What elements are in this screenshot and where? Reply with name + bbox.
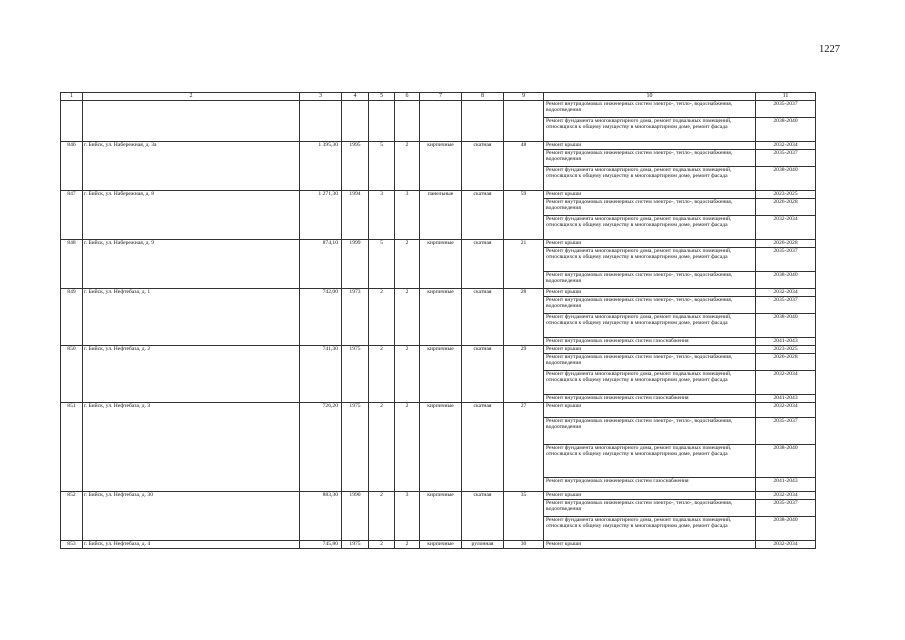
- repair-period: 2041-2043: [756, 338, 816, 346]
- repair-period: 2038-2040: [756, 445, 816, 478]
- repair-period: 2038-2040: [756, 167, 816, 191]
- building-address: г. Бийск, ул. Нефтебаза, д. 1: [83, 289, 300, 346]
- column-header: 11: [756, 93, 816, 101]
- building-entrances: 2: [395, 289, 420, 346]
- repair-period: 2032-2034: [756, 371, 816, 395]
- building-entrances: 3: [395, 191, 420, 240]
- repair-work: Ремонт крыши: [544, 492, 756, 500]
- repair-period: 2035-2037: [756, 418, 816, 445]
- table-row: [61, 346, 816, 354]
- building-address: г. Бийск, ул. Нефтебаза, д. 2: [83, 346, 300, 403]
- repair-work: Ремонт фундамента многоквартирного дома, ремонт подвальных помещений, относящихся к общему имуществу в многоквартирном доме, ремонт фасада: [544, 517, 756, 541]
- building-entrances: 2: [395, 541, 420, 549]
- wall-material: кирпичные: [420, 541, 462, 549]
- repair-period: 2032-2034: [756, 492, 816, 500]
- building-address: г. Бийск, ул. Нефтебаза, д. 4: [83, 541, 300, 549]
- repair-work: Ремонт внутридомовых инженерных систем электро-, тепло-, водоснабжения, водоотведения: [544, 101, 756, 118]
- repair-work: Ремонт внутридомовых инженерных систем газоснабжения: [544, 395, 756, 403]
- repair-period: 2032-2034: [756, 216, 816, 240]
- repair-work: Ремонт фундамента многоквартирного дома, ремонт подвальных помещений, относящихся к общему имуществу в многоквартирном доме, ремонт фасада: [544, 248, 756, 272]
- apartment-count: 27: [504, 403, 544, 492]
- building-number: 849: [61, 289, 83, 346]
- repair-period: 2041-2043: [756, 478, 816, 492]
- repair-work: Ремонт фундамента многоквартирного дома, ремонт подвальных помещений, относящихся к общему имуществу в многоквартирном доме, ремонт фасада: [544, 371, 756, 395]
- apartment-count: 48: [504, 142, 544, 191]
- repair-period: 2035-2037: [756, 297, 816, 314]
- repair-period: 2041-2043: [756, 395, 816, 403]
- repair-period: 2038-2040: [756, 517, 816, 541]
- building-floors: [369, 101, 395, 142]
- column-header: 7: [420, 93, 462, 101]
- repair-work: Ремонт внутридомовых инженерных систем электро-, тепло-, водоснабжения, водоотведения: [544, 500, 756, 517]
- building-year: [342, 101, 369, 142]
- building-area: 874,10: [300, 240, 342, 289]
- table-row: [61, 101, 816, 118]
- wall-material: кирпичные: [420, 492, 462, 541]
- apartment-count: 29: [504, 346, 544, 403]
- building-address: г. Бийск, ул. Нефтебаза, д. 3: [83, 403, 300, 492]
- building-entrances: 3: [395, 492, 420, 541]
- repair-period: 2035-2037: [756, 101, 816, 118]
- column-number-row: [61, 93, 816, 101]
- building-entrances: 2: [395, 346, 420, 403]
- page-number: 1227: [819, 44, 840, 55]
- roof-type: скатная: [462, 346, 504, 403]
- building-area: 726,20: [300, 403, 342, 492]
- building-number: 853: [61, 541, 83, 549]
- building-address: г. Бийск, ул. Набережная, д. 3а: [83, 142, 300, 191]
- building-floors: 2: [369, 403, 395, 492]
- building-area: 1 395,30: [300, 142, 342, 191]
- wall-material: кирпичные: [420, 403, 462, 492]
- repair-period: 2035-2037: [756, 500, 816, 517]
- building-address: г. Бийск, ул. Набережная, д. 9: [83, 240, 300, 289]
- repair-period: 2026-2028: [756, 354, 816, 371]
- building-number: 851: [61, 403, 83, 492]
- wall-material: кирпичные: [420, 346, 462, 403]
- wall-material: [420, 101, 462, 142]
- repair-period: 2032-2034: [756, 142, 816, 150]
- building-number: 852: [61, 492, 83, 541]
- building-number: 848: [61, 240, 83, 289]
- repair-work: Ремонт фундамента многоквартирного дома, ремонт подвальных помещений, относящихся к общему имуществу в многоквартирном доме, ремонт фасада: [544, 216, 756, 240]
- column-header: 4: [342, 93, 369, 101]
- repair-period: 2038-2040: [756, 272, 816, 289]
- building-address: [83, 101, 300, 142]
- repair-work: Ремонт фундамента многоквартирного дома, ремонт подвальных помещений, относящихся к общему имуществу в многоквартирном доме, ремонт фасада: [544, 167, 756, 191]
- repair-period: 2035-2037: [756, 248, 816, 272]
- building-address: г. Бийск, ул. Набережная, д. 8: [83, 191, 300, 240]
- repair-work: Ремонт крыши: [544, 240, 756, 248]
- column-header: 6: [395, 93, 420, 101]
- building-area: 883,30: [300, 492, 342, 541]
- building-number: 847: [61, 191, 83, 240]
- repair-period: 2032-2034: [756, 289, 816, 297]
- repair-period: 2023-2025: [756, 191, 816, 199]
- building-area: 745,80: [300, 541, 342, 549]
- building-year: 1994: [342, 191, 369, 240]
- repair-period: 2026-2028: [756, 199, 816, 216]
- building-area: [300, 101, 342, 142]
- repair-work: Ремонт внутридомовых инженерных систем электро-, тепло-, водоснабжения, водоотведения: [544, 150, 756, 167]
- repair-work: Ремонт крыши: [544, 541, 756, 549]
- repair-work: Ремонт крыши: [544, 142, 756, 150]
- repair-work: Ремонт фундамента многоквартирного дома, ремонт подвальных помещений, относящихся к общему имуществу в многоквартирном доме, ремонт фасада: [544, 445, 756, 478]
- roof-type: скатная: [462, 289, 504, 346]
- repair-work: Ремонт крыши: [544, 191, 756, 199]
- building-address: г. Бийск, ул. Нефтебаза, д. 30: [83, 492, 300, 541]
- building-number: 846: [61, 142, 83, 191]
- roof-type: скатная: [462, 403, 504, 492]
- repair-work: Ремонт внутридомовых инженерных систем электро-, тепло-, водоснабжения, водоотведения: [544, 199, 756, 216]
- table-row: [61, 240, 816, 248]
- column-header: 3: [300, 93, 342, 101]
- building-floors: 3: [369, 191, 395, 240]
- repair-period: 2032-2034: [756, 403, 816, 418]
- roof-type: скатная: [462, 492, 504, 541]
- building-entrances: 2: [395, 142, 420, 191]
- roof-type: скатная: [462, 191, 504, 240]
- building-year: 1999: [342, 240, 369, 289]
- overhaul-schedule-table: [60, 92, 816, 549]
- wall-material: кирпичные: [420, 240, 462, 289]
- building-year: 1975: [342, 346, 369, 403]
- repair-work: Ремонт внутридомовых инженерных систем электро-, тепло-, водоснабжения, водоотведения: [544, 272, 756, 289]
- building-year: 1995: [342, 142, 369, 191]
- building-floors: 5: [369, 142, 395, 191]
- building-floors: 2: [369, 346, 395, 403]
- building-entrances: 2: [395, 240, 420, 289]
- building-floors: 2: [369, 541, 395, 549]
- repair-work: Ремонт крыши: [544, 346, 756, 354]
- repair-work: Ремонт фундамента многоквартирного дома, ремонт подвальных помещений, относящихся к общему имуществу в многоквартирном доме, ремонт фасада: [544, 118, 756, 142]
- table-row: [61, 142, 816, 150]
- roof-type: [462, 101, 504, 142]
- repair-period: 2032-2034: [756, 541, 816, 549]
- apartment-count: 59: [504, 191, 544, 240]
- wall-material: панельные: [420, 191, 462, 240]
- repair-work: Ремонт внутридомовых инженерных систем газоснабжения: [544, 338, 756, 346]
- table-row: [61, 289, 816, 297]
- column-header: 2: [83, 93, 300, 101]
- building-entrances: 2: [395, 403, 420, 492]
- table-row: [61, 492, 816, 500]
- column-header: 9: [504, 93, 544, 101]
- apartment-count: [504, 101, 544, 142]
- repair-work: Ремонт крыши: [544, 289, 756, 297]
- wall-material: кирпичные: [420, 289, 462, 346]
- table-row: [61, 541, 816, 549]
- apartment-count: 35: [504, 492, 544, 541]
- table-body: [61, 101, 816, 549]
- repair-period: 2023-2025: [756, 346, 816, 354]
- building-year: 1973: [342, 289, 369, 346]
- column-header: 1: [61, 93, 83, 101]
- repair-work: Ремонт внутридомовых инженерных систем электро-, тепло-, водоснабжения, водоотведения: [544, 354, 756, 371]
- repair-period: 2026-2028: [756, 240, 816, 248]
- apartment-count: 21: [504, 240, 544, 289]
- building-year: 1975: [342, 541, 369, 549]
- building-number: [61, 101, 83, 142]
- apartment-count: 30: [504, 541, 544, 549]
- repair-period: 2035-2037: [756, 150, 816, 167]
- building-number: 850: [61, 346, 83, 403]
- column-header: 8: [462, 93, 504, 101]
- repair-period: 2038-2040: [756, 118, 816, 142]
- repair-work: Ремонт крыши: [544, 403, 756, 418]
- wall-material: кирпичные: [420, 142, 462, 191]
- table-row: [61, 191, 816, 199]
- building-entrances: [395, 101, 420, 142]
- roof-type: скатная: [462, 240, 504, 289]
- building-floors: 2: [369, 289, 395, 346]
- building-area: 742,00: [300, 289, 342, 346]
- repair-work: Ремонт фундамента многоквартирного дома, ремонт подвальных помещений, относящихся к общему имуществу в многоквартирном доме, ремонт фасада: [544, 314, 756, 338]
- table-row: [61, 403, 816, 418]
- building-floors: 5: [369, 240, 395, 289]
- building-year: 1975: [342, 403, 369, 492]
- repair-work: Ремонт внутридомовых инженерных систем газоснабжения: [544, 478, 756, 492]
- column-header: 5: [369, 93, 395, 101]
- apartment-count: 28: [504, 289, 544, 346]
- building-area: 1 271,30: [300, 191, 342, 240]
- repair-work: Ремонт внутридомовых инженерных систем электро-, тепло-, водоснабжения, водоотведения: [544, 418, 756, 445]
- building-year: 1990: [342, 492, 369, 541]
- building-floors: 2: [369, 492, 395, 541]
- roof-type: рулонная: [462, 541, 504, 549]
- repair-period: 2038-2040: [756, 314, 816, 338]
- roof-type: скатная: [462, 142, 504, 191]
- repair-work: Ремонт внутридомовых инженерных систем электро-, тепло-, водоснабжения, водоотведения: [544, 297, 756, 314]
- column-header: 10: [544, 93, 756, 101]
- building-area: 741,30: [300, 346, 342, 403]
